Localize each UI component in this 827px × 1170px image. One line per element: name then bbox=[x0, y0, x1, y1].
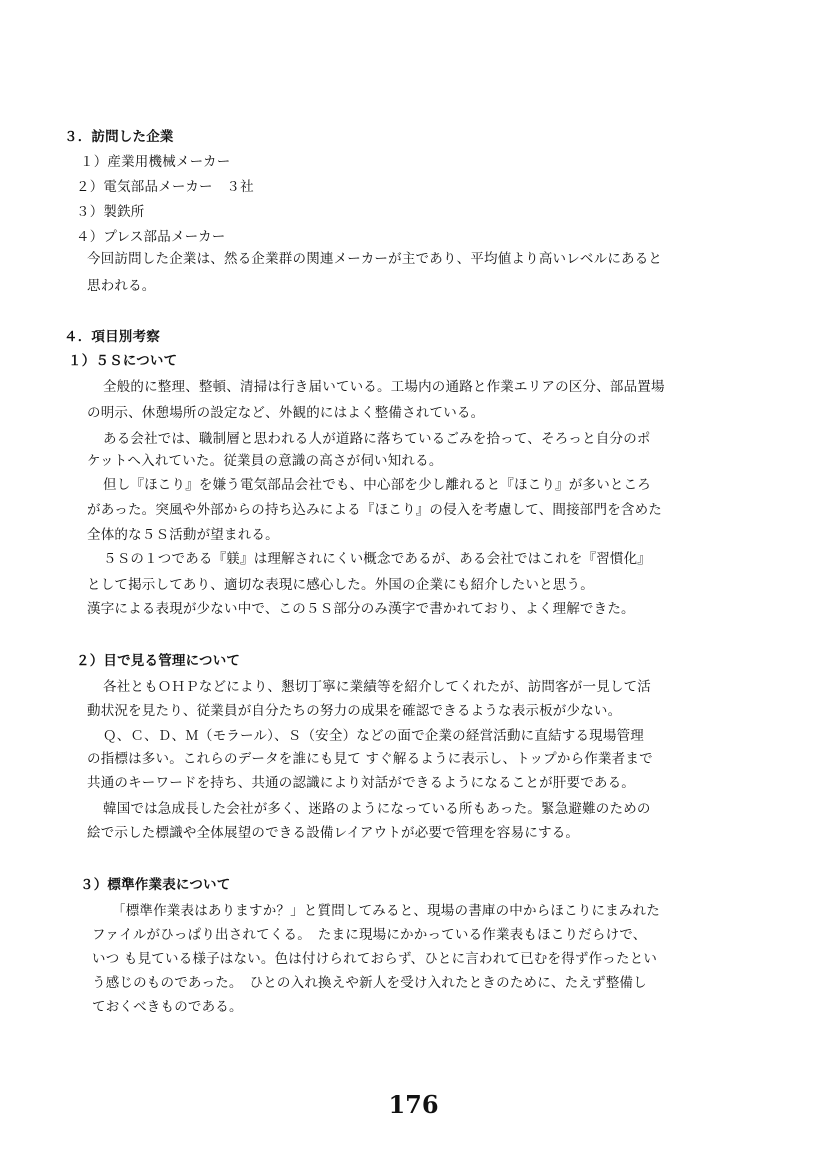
paragraph-line: 但し『ほこり』を嫌う電気部品会社でも、中心部を少し離れると『ほこり』が多いところ bbox=[103, 477, 651, 493]
paragraph-line: 漢字による表現が少ない中で、この５Ｓ部分のみ漢字で書かれており、よく理解できた。 bbox=[87, 601, 635, 617]
paragraph-line: の指標は多い。これらのデータを誰にも見て すぐ解るように表示し、トップから作業者まで bbox=[87, 751, 653, 767]
paragraph-line: 「標準作業表はありますか？」と質問してみると、現場の書庫の中からほこりにまみれた bbox=[112, 903, 660, 919]
paragraph-line: 動状況を見たり、従業員が自分たちの努力の成果を確認できるような表示板が少ない。 bbox=[87, 703, 622, 719]
paragraph-line: の明示、休憩場所の設定など、外観的にはよく整備されている。 bbox=[87, 405, 485, 421]
paragraph-line: ある会社では、職制層と思われる人が道路に落ちているごみを拾って、そろっと自分のポ bbox=[103, 431, 651, 447]
paragraph-line: 各社ともＯＨＰなどにより、懇切丁寧に業績等を紹介してくれたが、訪問客が一見して活 bbox=[103, 679, 651, 695]
section-3-item-2: ２）電気部品メーカー ３社 bbox=[76, 179, 254, 195]
subsection-visual-management-heading: ２）目で見る管理について bbox=[76, 653, 241, 669]
section-3-note-line: 今回訪問した企業は、然る企業群の関連メーカーが主であり、平均値より高いレベルにあると bbox=[87, 251, 663, 267]
paragraph-line: 絵で示した標識や全体展望のできる設備レイアウトが必要で管理を容易にする。 bbox=[87, 825, 580, 841]
paragraph-line: ケットへ入れていた。従業員の意識の高さが伺い知れる。 bbox=[87, 453, 443, 469]
section-3-note-line: 思われる。 bbox=[87, 278, 156, 294]
paragraph-line: ５Ｓの１つである『躾』は理解されにくい概念であるが、ある会社ではこれを『習慣化』 bbox=[103, 551, 651, 567]
paragraph-line: 全般的に整理、整頓、清掃は行き届いている。工場内の通路と作業エリアの区分、部品置場 bbox=[103, 379, 665, 395]
paragraph-line: う感じのものであった。 ひとの入れ換えや新人を受け入れたときのために、たえず整備し bbox=[92, 975, 647, 991]
section-4-heading: ４．項目別考察 bbox=[64, 329, 160, 345]
subsection-5s-heading: １）５Ｓについて bbox=[68, 353, 178, 369]
paragraph-line: として掲示してあり、適切な表現に感心した。外国の企業にも紹介したいと思う。 bbox=[87, 577, 594, 593]
paragraph-line: 韓国では急成長した会社が多く、迷路のようになっている所もあった。緊急避難のための bbox=[103, 801, 651, 817]
subsection-standard-work-heading: ３）標準作業表について bbox=[80, 877, 231, 893]
paragraph-line: 全体的な５Ｓ活動が望まれる。 bbox=[87, 527, 279, 543]
section-3-item-3: ３）製鉄所 bbox=[76, 204, 145, 220]
paragraph-line: いつ も見ている様子はない。色は付けられておらず、ひとに言われて已むを得ず作ったとい bbox=[92, 951, 658, 967]
paragraph-line: 共通のキーワードを持ち、共通の認識により対話ができるようになることが肝要である。 bbox=[87, 775, 635, 791]
page-number: 176 bbox=[388, 1090, 439, 1119]
section-3-heading: ３．訪問した企業 bbox=[64, 129, 174, 145]
paragraph-line: ておくべきものである。 bbox=[92, 999, 243, 1015]
paragraph-line: があった。突風や外部からの持ち込みによる『ほこり』の侵入を考慮して、間接部門を含めた bbox=[87, 502, 662, 518]
section-3-item-4: ４）プレス部品メーカー bbox=[76, 229, 226, 245]
section-3-item-1: １）産業用機械メーカー bbox=[80, 154, 231, 170]
paragraph-line: ファイルがひっぱり出されてくる。 たまに現場にかかっている作業表もほこりだらけで、 bbox=[92, 927, 647, 943]
paragraph-line: Ｑ、Ｃ、Ｄ、Ｍ（モラール）、Ｓ（安全）などの面で企業の経営活動に直結する現場管理 bbox=[103, 728, 644, 744]
